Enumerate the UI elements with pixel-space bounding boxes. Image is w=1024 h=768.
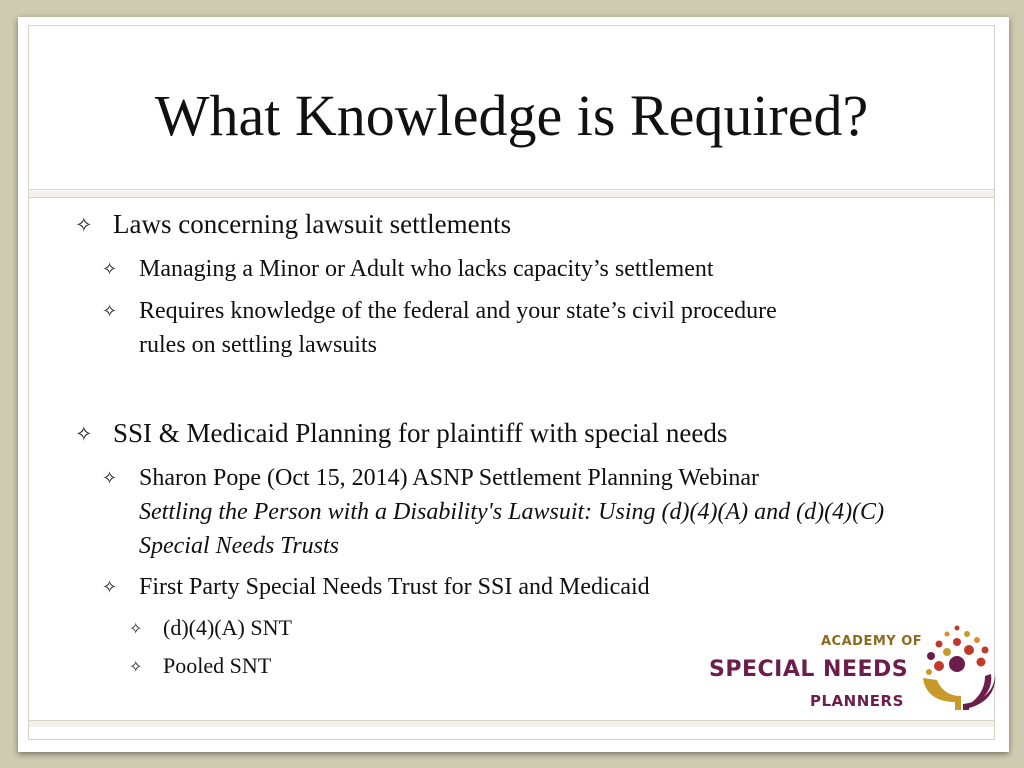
star-bullet-icon: ✧ [102,259,118,280]
bullet-text: First Party Special Needs Trust for SSI and Medicaid [139,574,650,600]
webinar-title-line: Settling the Person with a Disability's Lawsuit: Using (d)(4)(A) and (d)(4)(C) [139,499,885,525]
bullet-text: Laws concerning lawsuit settlements [113,209,512,239]
star-bullet-icon: ✧ [75,422,93,446]
star-bullet-icon: ✧ [102,301,118,322]
bullet-text: Pooled SNT [163,653,272,678]
title-divider [29,191,994,198]
slide-title: What Knowledge is Required? [154,83,869,148]
star-bullet-icon: ✧ [102,577,118,598]
logo-line-special-needs: SPECIAL NEEDS [709,657,909,682]
bullet-text: SSI & Medicaid Planning for plaintiff with special needs [113,418,728,448]
star-bullet-icon: ✧ [129,657,143,676]
asnp-logo [693,610,983,715]
logo-line-planners: PLANNERS [810,692,904,710]
star-bullet-icon: ✧ [129,619,143,638]
webinar-title-line: Special Needs Trusts [139,533,340,559]
star-bullet-icon: ✧ [102,468,118,489]
logo-line-academy: ACADEMY OF [821,634,923,649]
bullet-text: Managing a Minor or Adult who lacks capacity’s settlement [139,256,714,282]
bullet-text-line: Requires knowledge of the federal and your state’s civil procedure [139,298,777,324]
star-bullet-icon: ✧ [75,213,93,237]
bullet-text: (d)(4)(A) SNT [163,615,292,640]
hands-with-dots-emblem-icon [919,618,999,714]
footer-divider [29,720,994,727]
title-band [29,26,994,190]
bullet-text-line: Sharon Pope (Oct 15, 2014) ASNP Settlement Planning Webinar [139,465,760,491]
bullet-text-line: rules on settling lawsuits [139,332,377,358]
